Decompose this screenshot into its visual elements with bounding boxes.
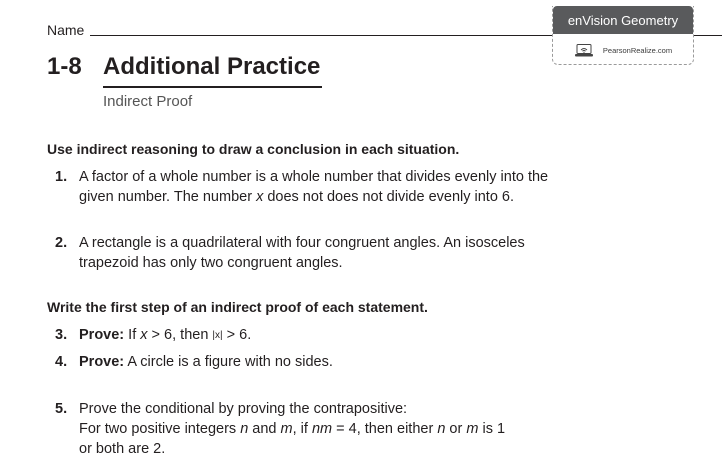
prove-label: Prove: — [79, 354, 125, 370]
problem-number: 3. — [55, 327, 68, 343]
problem-line: or both are 2. — [79, 441, 166, 457]
lesson-number: 1-8 — [47, 53, 82, 80]
lesson-subtitle: Indirect Proof — [103, 93, 193, 110]
problem-line: A rectangle is a quadrilateral with four congruent angles. An isosceles — [79, 235, 525, 251]
lesson-title: Additional Practice — [103, 53, 321, 80]
envision-badge — [552, 6, 694, 65]
problem-line: trapezoid has only two congruent angles. — [79, 255, 343, 271]
problem-text: Prove: A circle is a figure with no sides. — [79, 354, 333, 370]
badge-title: enVision Geometry — [553, 6, 693, 34]
problem-text — [79, 399, 505, 459]
problem-text — [79, 233, 525, 273]
badge-site: PearsonRealize.com — [602, 45, 673, 55]
section-2-instruction: Write the first step of an indirect proof of each statement. — [47, 299, 428, 315]
problem-line: given number. The number x does not does not divide evenly into 6. — [79, 189, 515, 205]
laptop-wifi-icon — [574, 44, 594, 57]
problem-number: 4. — [55, 354, 68, 370]
prove-label: Prove: — [79, 327, 125, 343]
problem-text — [79, 167, 548, 207]
problem-number: 2. — [55, 235, 68, 251]
problem-number: 5. — [55, 401, 68, 417]
problem-line: For two positive integers n and m, if nm = 4, then either n or m is 1 — [79, 421, 506, 437]
badge-site-row — [553, 40, 693, 60]
problem-text: Prove: If x > 6, then |x| > 6. — [79, 327, 252, 343]
absolute-value: |x| — [212, 330, 223, 341]
problem-line: A factor of a whole number is a whole number that divides evenly into the — [79, 169, 549, 185]
title-underline — [103, 86, 322, 88]
name-label: Name — [47, 22, 85, 38]
problem-line: Prove the conditional by proving the contrapositive: — [79, 401, 408, 417]
section-1-instruction: Use indirect reasoning to draw a conclusion in each situation. — [47, 141, 460, 157]
problem-number: 1. — [55, 169, 68, 185]
